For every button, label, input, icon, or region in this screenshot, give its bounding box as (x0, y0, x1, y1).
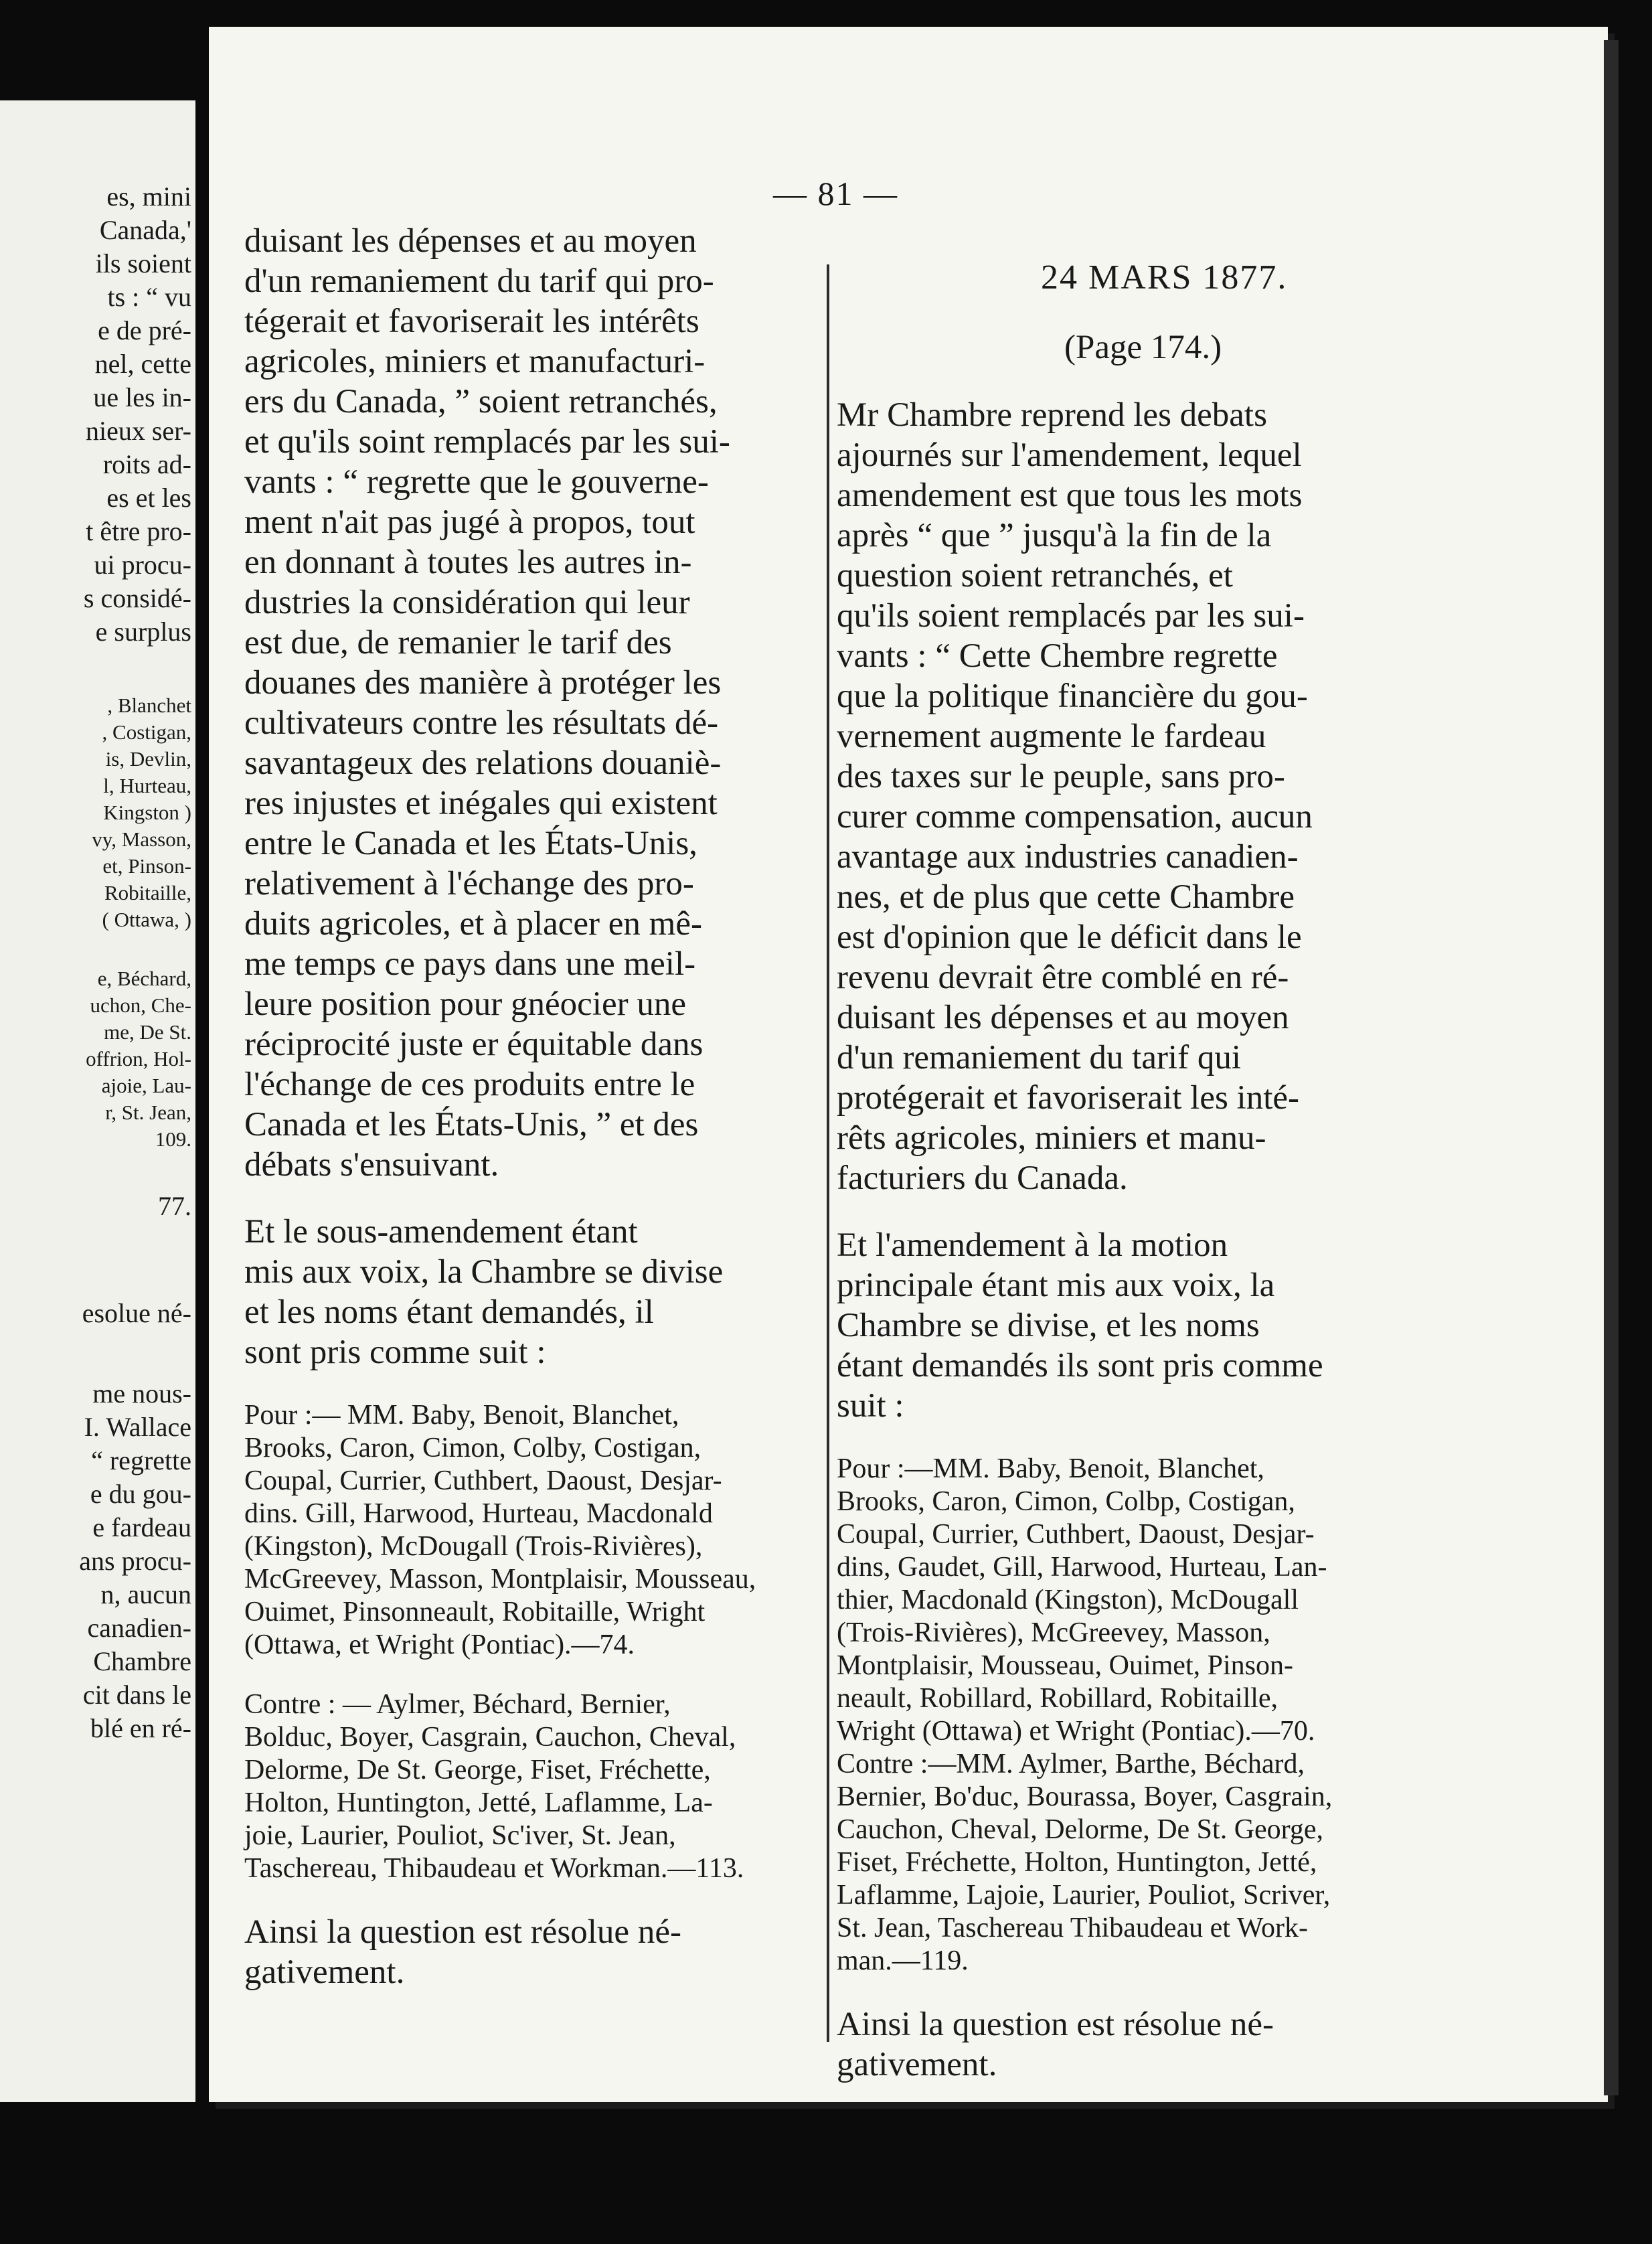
text-line: Ainsi la question est résolue né- (837, 2006, 1274, 2043)
text-line: gativement. (244, 1953, 405, 1991)
text-line: Coupal, Currier, Cuthbert, Daoust, Desjar- (244, 1465, 722, 1496)
facing-page-line: nel, cette (94, 349, 191, 379)
text-line: est d'opinion que le déficit dans le (837, 918, 1302, 956)
text-line: agricoles, miniers et manufacturi- (244, 343, 706, 380)
facing-page-line: ans procu- (79, 1546, 191, 1576)
facing-page-line: me nous- (92, 1378, 191, 1409)
facing-page-line: ( Ottawa, ) (102, 908, 191, 931)
text-line: St. Jean, Taschereau Thibaudeau et Work- (837, 1913, 1308, 1943)
facing-page-line: ils soient (95, 248, 191, 278)
facing-page-line: r, St. Jean, (105, 1101, 191, 1124)
page-number: — 81 — (773, 175, 898, 212)
facing-page-line: , Costigan, (102, 720, 191, 744)
text-line: Laflamme, Lajoie, Laurier, Pouliot, Scriver, (837, 1880, 1331, 1911)
facing-page-line: roits ad- (102, 449, 191, 479)
text-line: duits agricoles, et à placer en mê- (244, 905, 702, 943)
facing-page-line: me, De St. (104, 1020, 191, 1044)
text-line: amendement est que tous les mots (837, 477, 1303, 514)
facing-page-line: cit dans le (82, 1680, 191, 1710)
facing-page-line: es, mini (106, 181, 191, 212)
facing-page-line: is, Devlin, (105, 747, 191, 771)
text-line: Et l'amendement à la motion (837, 1226, 1228, 1264)
text-line: l'échange de ces produits entre le (244, 1066, 695, 1103)
text-line: Montplaisir, Mousseau, Ouimet, Pinson- (837, 1650, 1293, 1681)
text-line: duisant les dépenses et au moyen (837, 999, 1289, 1036)
left-paragraph-2 (244, 1212, 847, 1372)
left-column (244, 221, 847, 1992)
text-line: avantage aux industries canadien- (837, 838, 1299, 876)
right-column (837, 395, 1439, 2085)
page-reference: (Page 174.) (1064, 329, 1222, 366)
facing-page-line: canadien- (87, 1613, 191, 1643)
text-line: duisant les dépenses et au moyen (244, 222, 697, 260)
left-vote-pour (244, 1399, 847, 1662)
text-line: principale étant mis aux voix, la (837, 1267, 1275, 1304)
left-paragraph-3 (244, 1912, 847, 1992)
facing-page-line: I. Wallace (84, 1412, 191, 1442)
text-line: leure position pour gnéocier une (244, 985, 686, 1023)
text-line: Mr Chambre reprend les debats (837, 396, 1267, 434)
right-paragraph-2 (837, 1225, 1439, 1426)
text-line: vernement augmente le fardeau (837, 718, 1266, 755)
text-line: que la politique financière du gou- (837, 677, 1308, 715)
text-line: en donnant à toutes les autres in- (244, 544, 692, 581)
text-line: dins. Gill, Harwood, Hurteau, Macdonald (244, 1498, 713, 1529)
facing-page-line: e, Béchard, (97, 967, 191, 990)
text-line: tégerait et favoriserait les intérêts (244, 303, 699, 340)
text-line: d'un remaniement du tarif qui pro- (244, 262, 714, 300)
facing-page-line: t être pro- (86, 516, 191, 546)
page-edge-shadow (1604, 40, 1619, 2095)
facing-page-line: s considé- (83, 583, 191, 613)
text-line: Holton, Huntington, Jetté, Laflamme, La- (244, 1787, 713, 1818)
text-line: (Trois-Rivières), McGreevey, Masson, (837, 1617, 1270, 1648)
text-line: Pour :—MM. Baby, Benoit, Blanchet, (837, 1453, 1264, 1484)
text-line: Chambre se divise, et les noms (837, 1307, 1260, 1344)
text-line: Wright (Ottawa) et Wright (Pontiac).—70. (837, 1716, 1315, 1747)
text-line: Contre : — Aylmer, Béchard, Bernier, (244, 1689, 671, 1720)
facing-page-line: ue les in- (93, 382, 191, 412)
text-line: Brooks, Caron, Cimon, Colby, Costigan, (244, 1433, 701, 1463)
facing-page-line: e fardeau (92, 1512, 191, 1542)
text-line: McGreevey, Masson, Montplaisir, Mousseau, (244, 1564, 756, 1595)
text-line: protégerait et favoriserait les inté- (837, 1079, 1300, 1117)
text-line: revenu devrait être comblé en ré- (837, 959, 1289, 996)
text-line: et les noms étant demandés, il (244, 1293, 654, 1331)
facing-page-line: Canada,' (99, 215, 191, 245)
right-paragraph-1 (837, 395, 1439, 1198)
text-line: cultivateurs contre les résultats dé- (244, 704, 719, 742)
text-line: dins, Gaudet, Gill, Harwood, Hurteau, Lan- (837, 1552, 1327, 1583)
facing-page-line: ui procu- (94, 550, 191, 580)
facing-page-line: Robitaille, (104, 881, 191, 904)
text-line: nes, et de plus que cette Chambre (837, 878, 1295, 916)
facing-page-line: l, Hurteau, (103, 774, 191, 797)
text-line: Pour :— MM. Baby, Benoit, Blanchet, (244, 1400, 679, 1431)
text-line: relativement à l'échange des pro- (244, 865, 694, 902)
right-paragraph-3 (837, 2004, 1439, 2085)
text-line: Canada et les États-Unis, ” et des (244, 1106, 699, 1143)
text-line: dustries la considération qui leur (244, 584, 690, 621)
text-line: et qu'ils soint remplacés par les sui- (244, 423, 730, 461)
facing-page-line: e du gou- (90, 1479, 191, 1509)
facing-page-line: et, Pinson- (102, 854, 191, 878)
text-line: curer comme compensation, aucun (837, 798, 1313, 835)
facing-page-line: 109. (155, 1127, 191, 1151)
text-line: thier, Macdonald (Kingston), McDougall (837, 1585, 1299, 1615)
facing-page-line: Chambre (93, 1646, 191, 1676)
text-line: sont pris comme suit : (244, 1334, 546, 1371)
text-line: gativement. (837, 2046, 997, 2083)
text-line: Contre :—MM. Aylmer, Barthe, Béchard, (837, 1749, 1305, 1779)
text-line: neault, Robillard, Robillard, Robitaille, (837, 1683, 1278, 1714)
text-line: d'un remaniement du tarif qui (837, 1039, 1242, 1076)
text-line: Brooks, Caron, Cimon, Colbp, Costigan, (837, 1486, 1295, 1517)
text-line: ers du Canada, ” soient retranchés, (244, 383, 718, 420)
text-line: Ouimet, Pinsonneault, Robitaille, Wright (244, 1597, 706, 1627)
facing-page-line: , Blanchet (107, 694, 191, 717)
left-vote-contre (244, 1688, 847, 1885)
text-line: res injustes et inégales qui existent (244, 785, 718, 822)
text-line: vants : “ Cette Chembre regrette (837, 637, 1278, 675)
facing-page-line: es et les (106, 483, 191, 513)
facing-page-line: Kingston ) (103, 801, 191, 824)
text-line: ajournés sur l'amendement, lequel (837, 436, 1302, 474)
text-line: Cauchon, Cheval, Delorme, De St. George, (837, 1814, 1324, 1845)
text-line: vants : “ regrette que le gouverne- (244, 463, 709, 501)
text-line: mis aux voix, la Chambre se divise (244, 1253, 724, 1291)
text-line: savantageux des relations douaniè- (244, 744, 722, 782)
text-line: Bolduc, Boyer, Casgrain, Cauchon, Cheval, (244, 1722, 736, 1753)
facing-page-line: blé en ré- (90, 1713, 191, 1743)
text-line: débats s'ensuivant. (244, 1146, 499, 1184)
text-line: me temps ce pays dans une meil- (244, 945, 696, 983)
facing-page-line: esolue né- (82, 1298, 191, 1328)
facing-page-line: ts : “ vu (107, 282, 191, 312)
facing-page-line: “ regrette (91, 1445, 191, 1475)
facing-page-line: n, aucun (100, 1579, 191, 1609)
text-line: réciprocité juste er équitable dans (244, 1026, 704, 1063)
left-paragraph-1 (244, 221, 847, 1185)
facing-page-line: 77. (158, 1191, 191, 1221)
text-line: est due, de remanier le tarif des (244, 624, 672, 661)
facing-page-line: nieux ser- (85, 416, 191, 446)
text-line: Taschereau, Thibaudeau et Workman.—113. (244, 1853, 744, 1884)
text-line: Et le sous-amendement étant (244, 1213, 638, 1251)
right-vote-pour (837, 1453, 1439, 1748)
text-line: joie, Laurier, Pouliot, Sc'iver, St. Jean, (244, 1820, 676, 1851)
facing-page-line: vy, Masson, (92, 827, 191, 851)
facing-page-line: uchon, Che- (90, 993, 191, 1017)
facing-page-line: ajoie, Lau- (101, 1074, 191, 1097)
text-line: douanes des manière à protéger les (244, 664, 722, 702)
text-line: (Kingston), McDougall (Trois-Rivières), (244, 1531, 703, 1562)
text-line: entre le Canada et les États-Unis, (244, 825, 697, 862)
session-date-title: 24 MARS 1877. (1041, 258, 1288, 297)
text-line: Fiset, Fréchette, Holton, Huntington, Jetté, (837, 1847, 1317, 1878)
text-line: man.—119. (837, 1945, 969, 1976)
text-line: Ainsi la question est résolue né- (244, 1913, 681, 1951)
text-line: étant demandés ils sont pris comme (837, 1347, 1323, 1384)
text-line: (Ottawa, et Wright (Pontiac).—74. (244, 1629, 635, 1660)
facing-page-line: e de pré- (98, 315, 191, 345)
text-line: des taxes sur le peuple, sans pro- (837, 758, 1285, 795)
facing-page-line: offrion, Hol- (86, 1047, 191, 1070)
text-line: Coupal, Currier, Cuthbert, Daoust, Desjar- (837, 1519, 1315, 1550)
text-line: qu'ils soient remplacés par les sui- (837, 597, 1305, 635)
text-line: ment n'ait pas jugé à propos, tout (244, 503, 695, 541)
text-line: rêts agricoles, miniers et manu- (837, 1119, 1266, 1157)
text-line: suit : (837, 1387, 904, 1425)
text-line: Bernier, Bo'duc, Bourassa, Boyer, Casgrain, (837, 1781, 1333, 1812)
right-vote-contre (837, 1748, 1439, 1978)
text-line: facturiers du Canada. (837, 1159, 1128, 1197)
facing-page-fragment (0, 100, 195, 2102)
text-line: question soient retranchés, et (837, 557, 1233, 594)
text-line: Delorme, De St. George, Fiset, Fréchette, (244, 1755, 711, 1785)
text-line: après “ que ” jusqu'à la fin de la (837, 517, 1272, 554)
facing-page-line: e surplus (95, 617, 191, 647)
